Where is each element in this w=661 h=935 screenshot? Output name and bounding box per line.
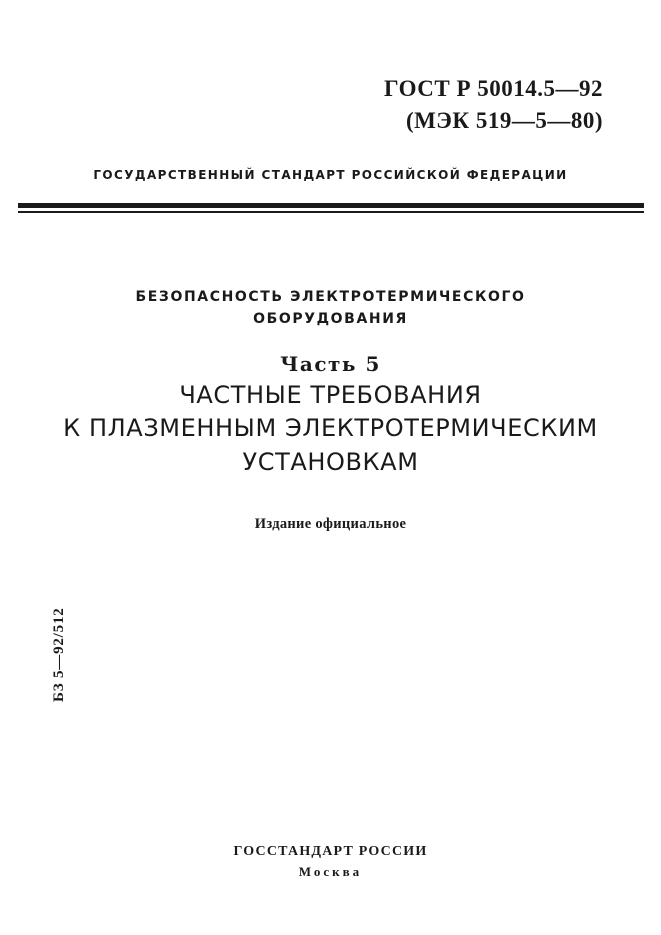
- part-number: Часть 5: [280, 352, 381, 376]
- standard-number: ГОСТ Р 50014.5—92: [384, 76, 603, 101]
- title-line-2: ОБОРУДОВАНИЯ: [253, 311, 408, 327]
- state-standard-heading: ГОСУДАРСТВЕННЫЙ СТАНДАРТ РОССИЙСКОЙ ФЕДЕРАЦИИ: [93, 168, 568, 182]
- thick-divider: [18, 203, 644, 208]
- publisher: ГОССТАНДАРТ РОССИИ: [233, 844, 428, 859]
- edition-label: Издание официальное: [254, 516, 407, 532]
- title-line-1: БЕЗОПАСНОСТЬ ЭЛЕКТРОТЕРМИЧЕСКОГО: [135, 289, 526, 305]
- subtitle-line-2: К ПЛАЗМЕННЫМ ЭЛЕКТРОТЕРМИЧЕСКИМ: [63, 414, 598, 442]
- subtitle-line-3: УСТАНОВКАМ: [242, 448, 419, 476]
- publisher-city: Москва: [298, 864, 363, 879]
- subtitle-line-1: ЧАСТНЫЕ ТРЕБОВАНИЯ: [179, 381, 482, 409]
- iec-number: (МЭК 519—5—80): [405, 108, 603, 133]
- thin-divider: [18, 211, 644, 213]
- side-code: БЗ 5—92/512: [51, 607, 67, 702]
